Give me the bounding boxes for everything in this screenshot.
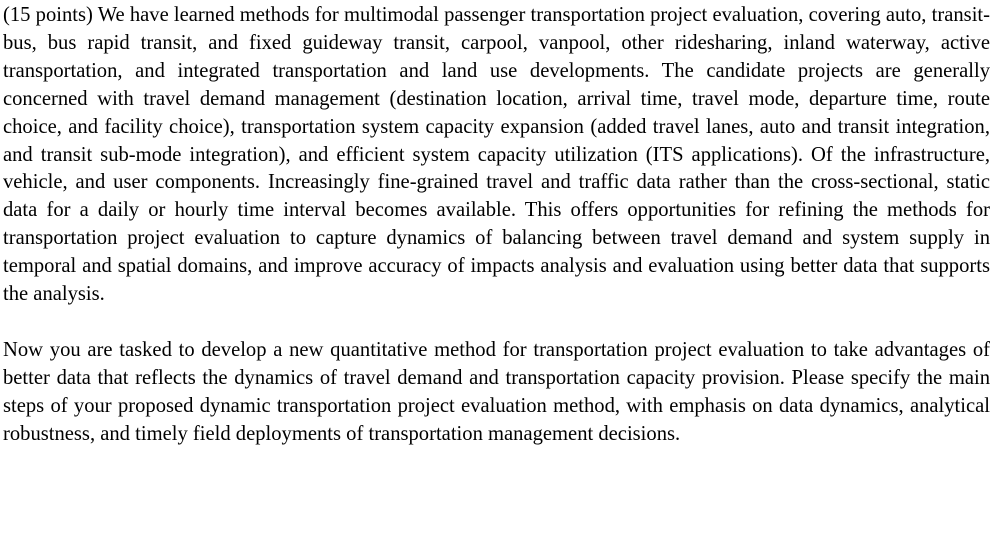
intro-text: We have learned methods for multimodal passenger transportation project evaluation, covering auto, transit-bus, bus rapid transit, and fixed guideway transit, carpool, vanpool, other ridesharing, inland waterway, active transportation, and integrated transportation and land use developments. The candidate projects are generally concerned with travel demand management (destination location, arrival time, travel mode, departure time, route choice, and facility choice), transportation system capacity expansion (added travel lanes, auto and transit integration, and transit sub-mode integration), and efficient system capacity utilization (ITS applications). Of the infrastructure, vehicle, and user components. Increasingly fine-grained travel and traffic data rather than the cross-sectional, static data for a daily or hourly time interval becomes available. This offers opportunities for refining the methods for transportation project evaluation to capture dynamics of balancing between travel demand and system supply in temporal and spatial domains, and improve accuracy of impacts analysis and evaluation using better data that supports the analysis.: [3, 4, 990, 306]
question-paragraph-task: [3, 337, 990, 449]
task-text: Now you are tasked to develop a new quantitative method for transportation project evaluation to take advantages of better data that reflects the dynamics of travel demand and transportation capacity provision. Please specify the main steps of your proposed dynamic transportation project evaluation method, with emphasis on data dynamics, analytical robustness, and timely field deployments of transportation management decisions.: [3, 338, 990, 445]
question-paragraph-intro: [3, 2, 990, 309]
points-label: (15 points): [3, 4, 93, 26]
question-document: [3, 2, 990, 448]
